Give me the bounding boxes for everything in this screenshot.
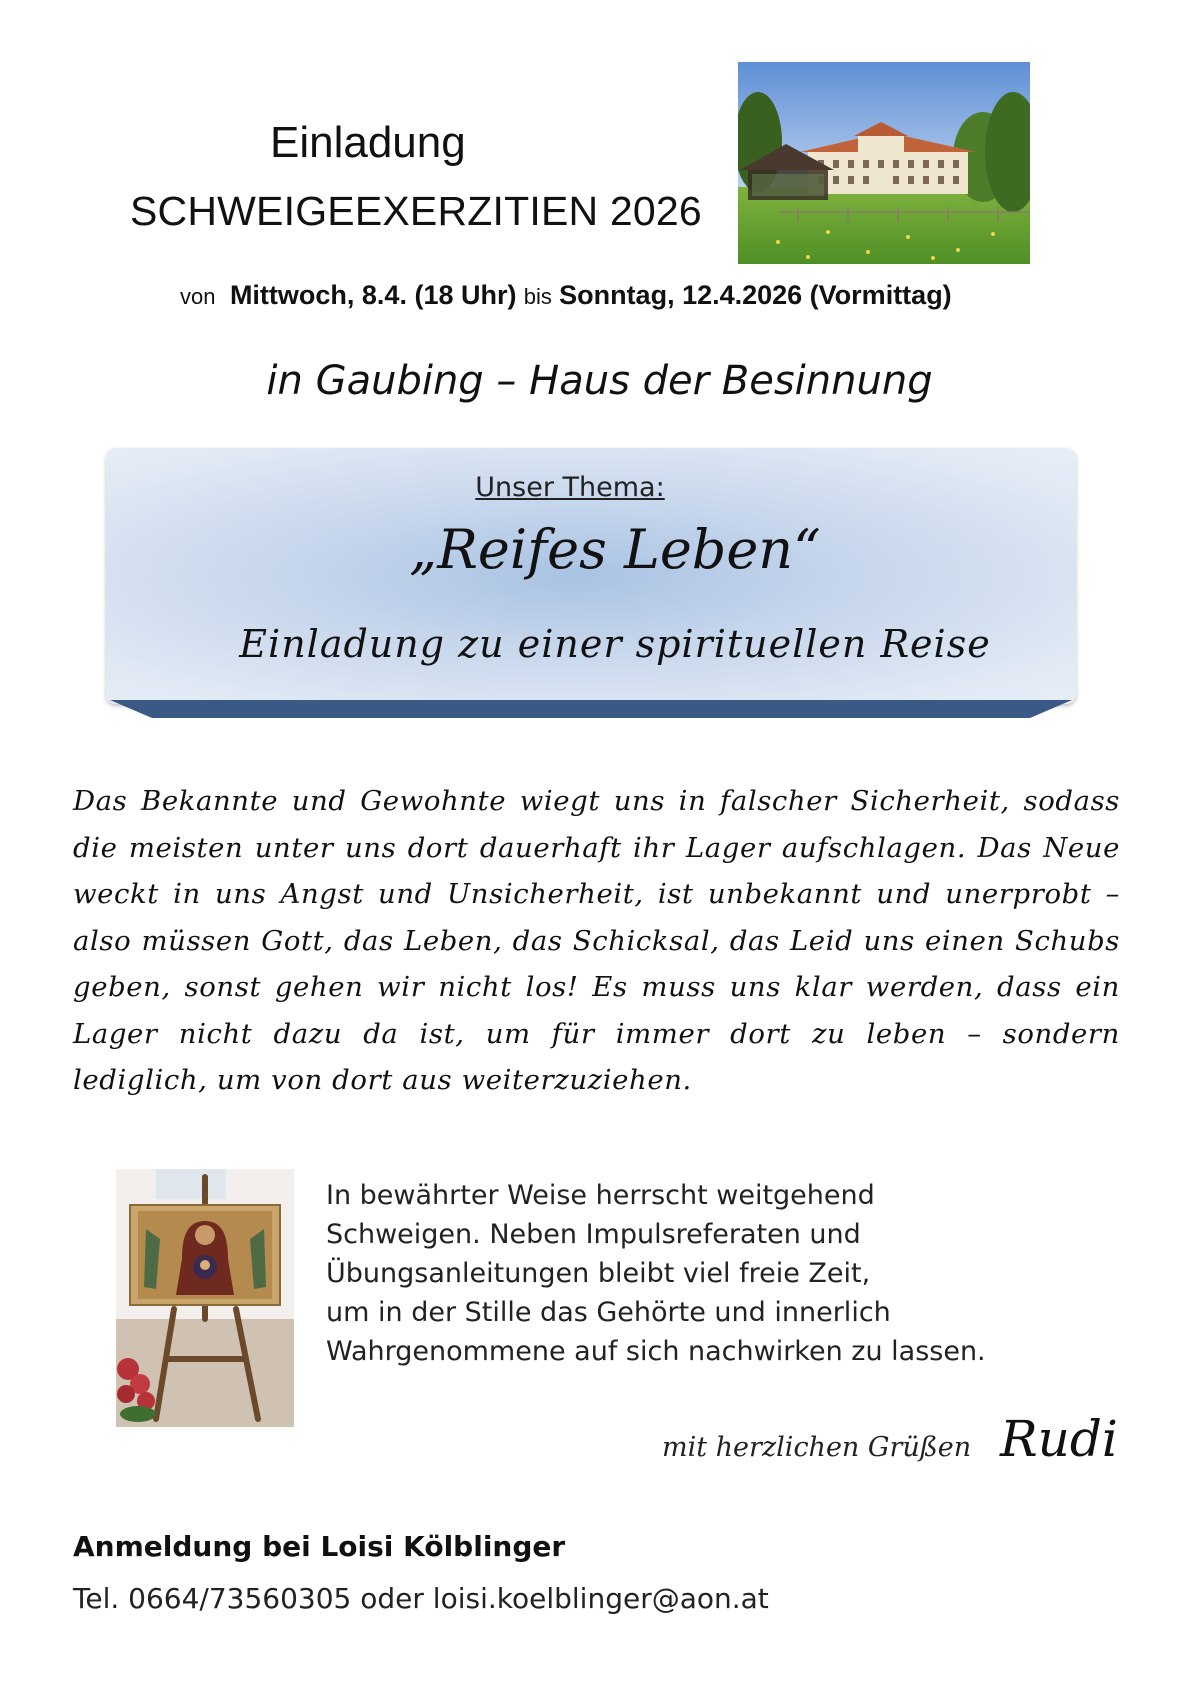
location: in Gaubing – Haus der Besinnung	[266, 358, 933, 404]
house-photo	[738, 62, 1030, 264]
theme-subtitle: Einladung zu einer spirituellen Reise	[239, 622, 991, 666]
date-range	[180, 280, 952, 311]
theme-label: Unser Thema:	[475, 472, 665, 503]
theme-box-shelf	[110, 700, 1072, 718]
icon-photo	[116, 1169, 294, 1427]
page-title: Einladung	[270, 118, 466, 167]
page-subtitle: SCHWEIGEEXERZITIEN 2026	[130, 188, 702, 234]
info-line: Schweigen. Neben Impulsreferaten und	[326, 1219, 861, 1250]
info-line: In bewährter Weise herrscht weitgehend	[326, 1180, 875, 1211]
info-text	[326, 1176, 1046, 1371]
contact-info: Tel. 0664/73560305 oder loisi.koelblinger@aon.at	[73, 1582, 769, 1615]
date-from-word: von	[180, 284, 216, 309]
signature: Rudi	[1000, 1410, 1118, 1468]
date-to-word: bis	[523, 284, 552, 309]
theme-title: „Reifes Leben“	[409, 518, 821, 581]
intro-paragraph: Das Bekannte und Gewohnte wiegt uns in falscher Sicherheit, sodass die meisten unter uns dort dauerhaft ihr Lager aufschlagen. Das Neue weckt in uns Angst und Unsicherheit, ist unbekannt und unerprobt – also müssen Gott, das Leben, das Schicksal, das Leid uns einen Schubs geben, sonst gehen wir nicht los! Es muss uns klar werden, dass ein Lager nicht dazu da ist, um für immer dort zu leben – sondern lediglich, um von dort aus weiterzuziehen.	[73, 785, 1120, 1096]
info-line: Übungsanleitungen bleibt viel freie Zeit,	[326, 1258, 871, 1289]
registration-heading: Anmeldung bei Loisi Kölblinger	[73, 1530, 566, 1563]
date-end: Sonntag, 12.4.2026 (Vormittag)	[559, 280, 952, 310]
closing-greeting: mit herzlichen Grüßen	[662, 1432, 972, 1463]
info-line: Wahrgenommene auf sich nachwirken zu lassen.	[326, 1336, 986, 1367]
date-start: Mittwoch, 8.4. (18 Uhr)	[229, 280, 517, 310]
info-line: um in der Stille das Gehörte und innerlich	[326, 1297, 891, 1328]
